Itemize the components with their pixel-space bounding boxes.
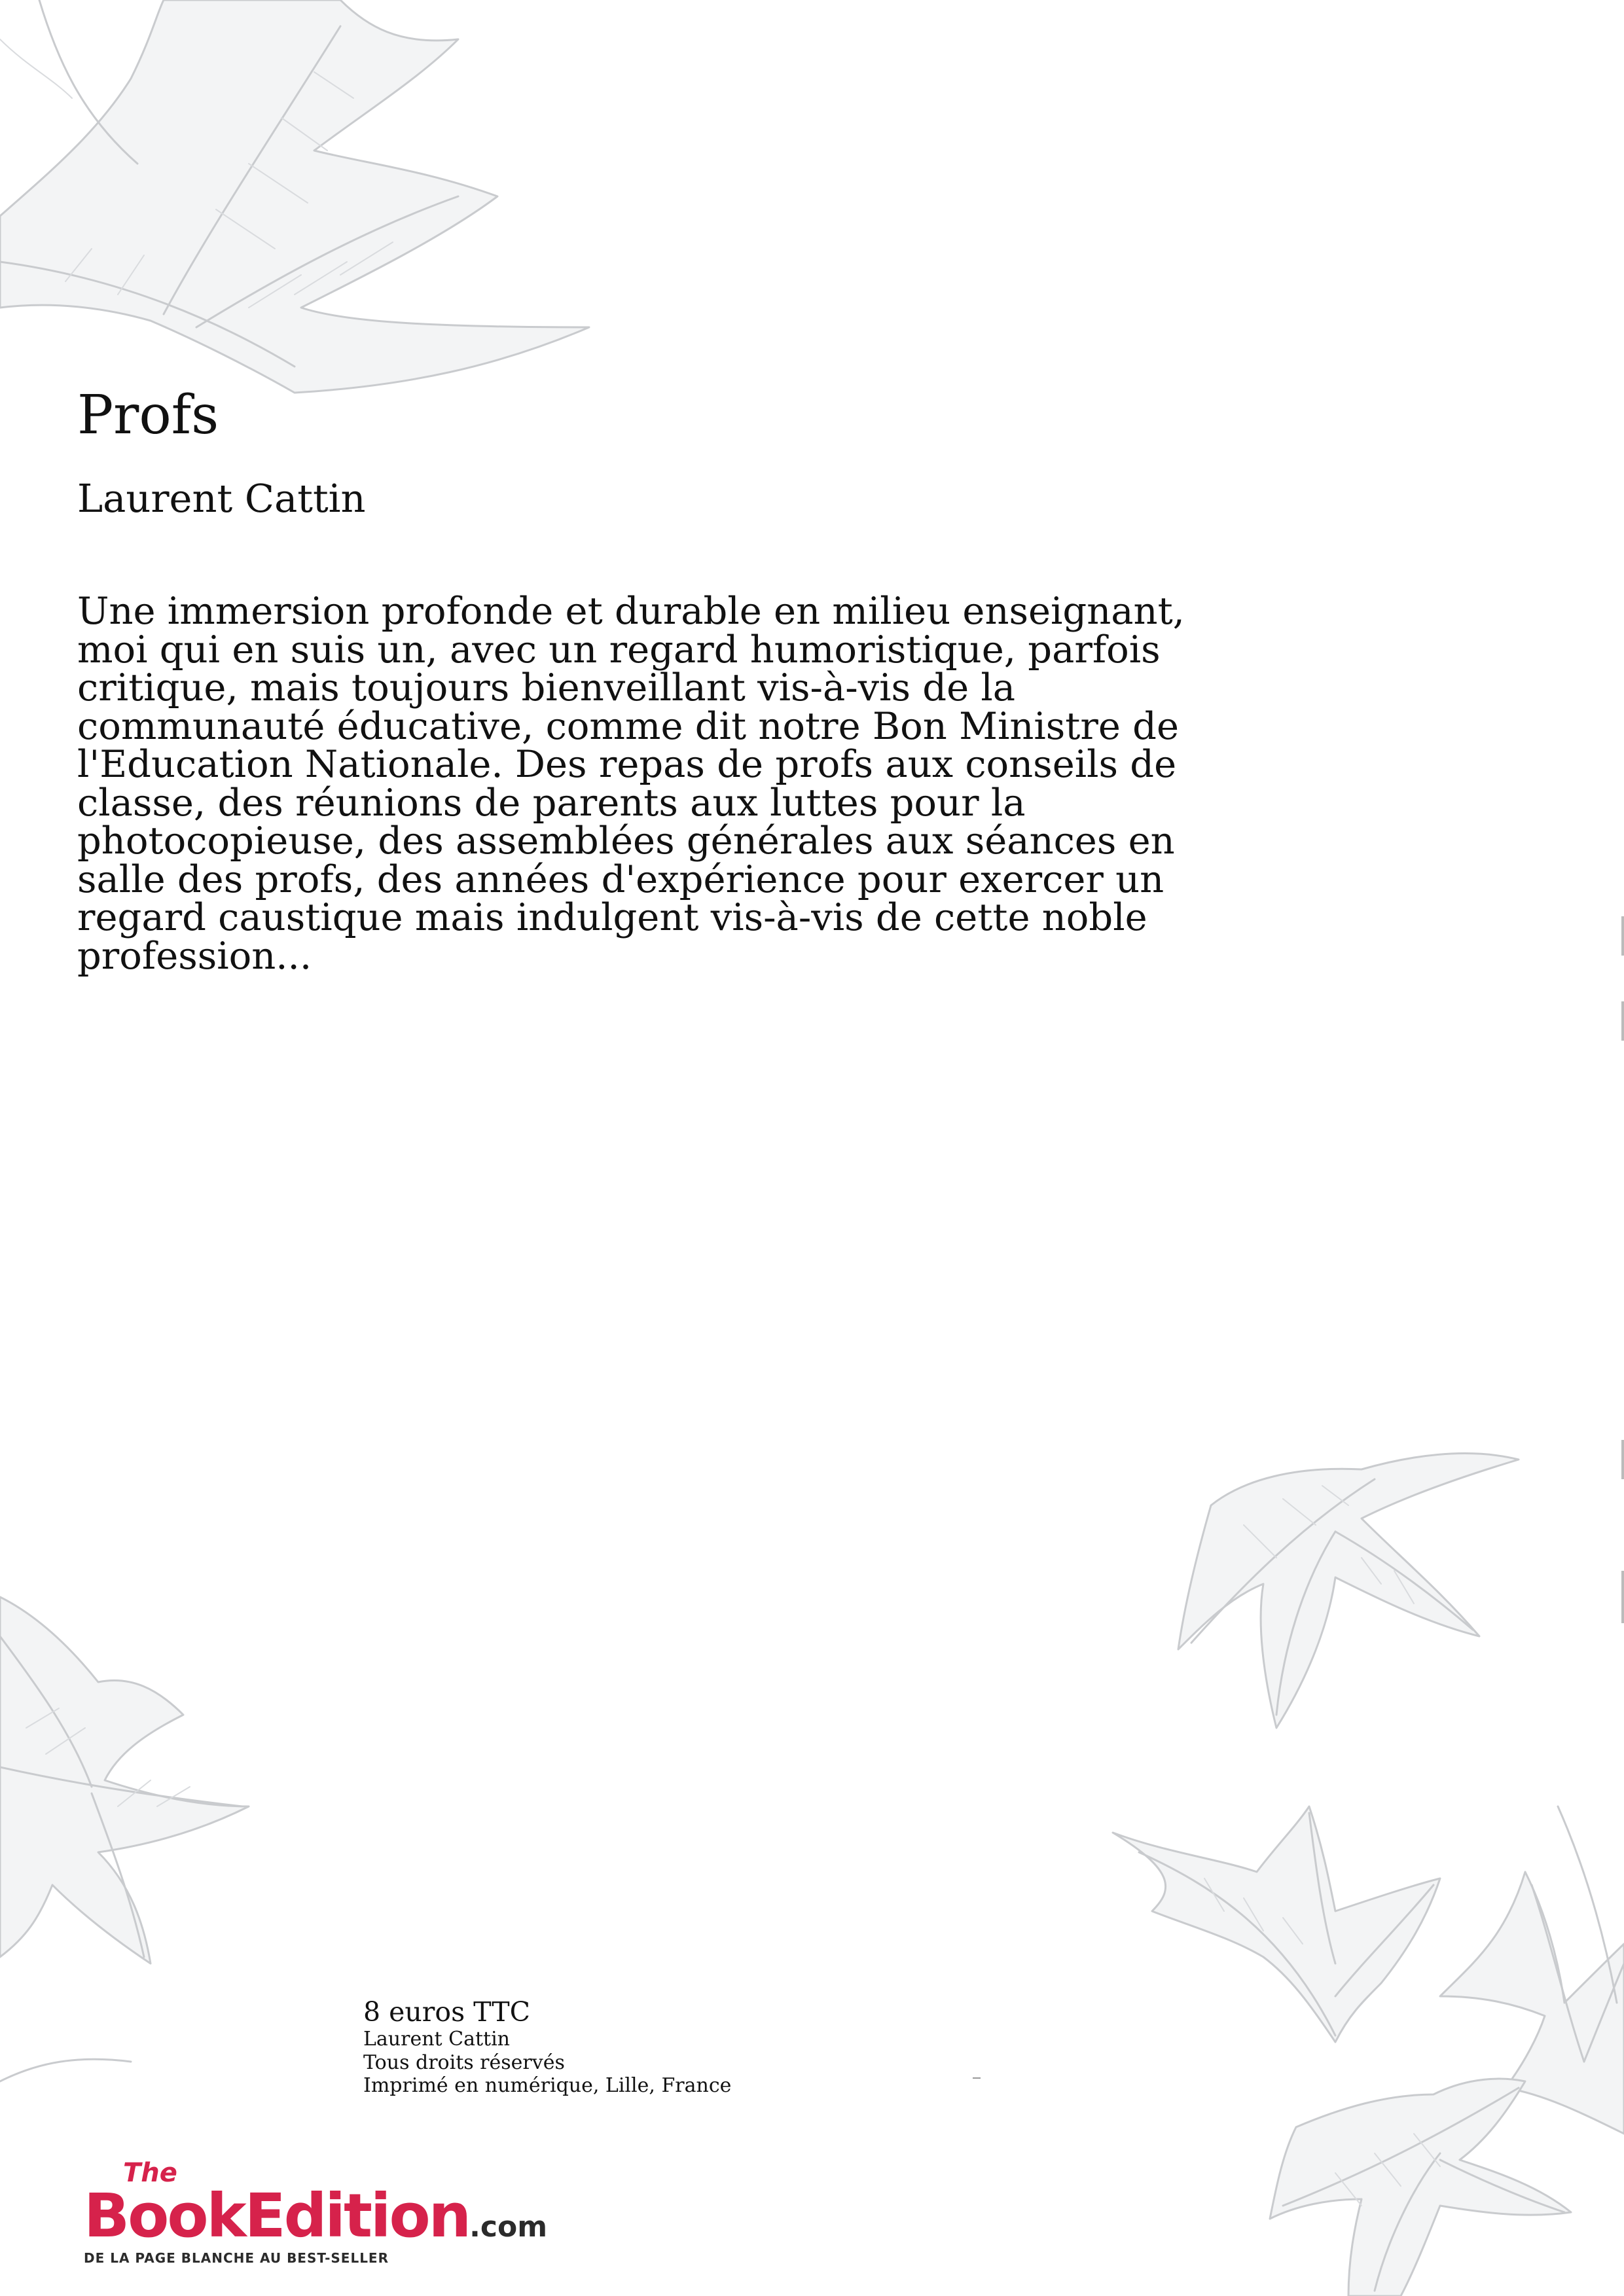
- book-summary: Une immersion profonde et durable en milieu enseignant, moi qui en suis un, avec un regard humoristique, parfois critique, mais toujours bienveillant vis-à-vis de la communauté éducative, comme dit notre Bon Ministre de l'Education Nationale. Des repas de profs aux conseils de classe, des réunions de parents aux luttes pour la photocopieuse, des assemblées générales aux séances en salle des profs, des années d'expérience pour exercer un regard caustique mais indulgent vis-à-vis de cette noble profession...: [77, 589, 1185, 978]
- trim-mark: [1621, 916, 1624, 956]
- logo-name: BookEdition: [84, 2181, 470, 2251]
- leaf-right-middle: [1178, 1454, 1519, 1728]
- colophon: [363, 1996, 731, 2098]
- trim-mark: [1621, 1440, 1624, 1479]
- publisher-logo: [84, 2160, 547, 2266]
- colophon-printed: Imprimé en numérique, Lille, France: [363, 2074, 732, 2098]
- leaf-top-left: [0, 0, 589, 393]
- colophon-author: Laurent Cattin: [363, 2028, 511, 2051]
- leaf-bottom-right: [1113, 1806, 1624, 2296]
- logo-suffix: .com: [469, 2210, 548, 2244]
- leaf-left-lower: [0, 1597, 249, 2081]
- trim-mark: [1621, 1001, 1624, 1041]
- book-author: Laurent Cattin: [77, 476, 366, 521]
- logo-the: The: [123, 2158, 177, 2188]
- small-dash: [973, 2077, 981, 2079]
- logo-tagline: DE LA PAGE BLANCHE AU BEST-SELLER: [84, 2250, 389, 2266]
- logo-wordmark: [84, 2181, 548, 2251]
- trim-mark: [1621, 1571, 1624, 1623]
- book-title: Profs: [77, 384, 219, 446]
- price: 8 euros TTC: [363, 1996, 530, 2028]
- colophon-rights: Tous droits réservés: [363, 2051, 565, 2074]
